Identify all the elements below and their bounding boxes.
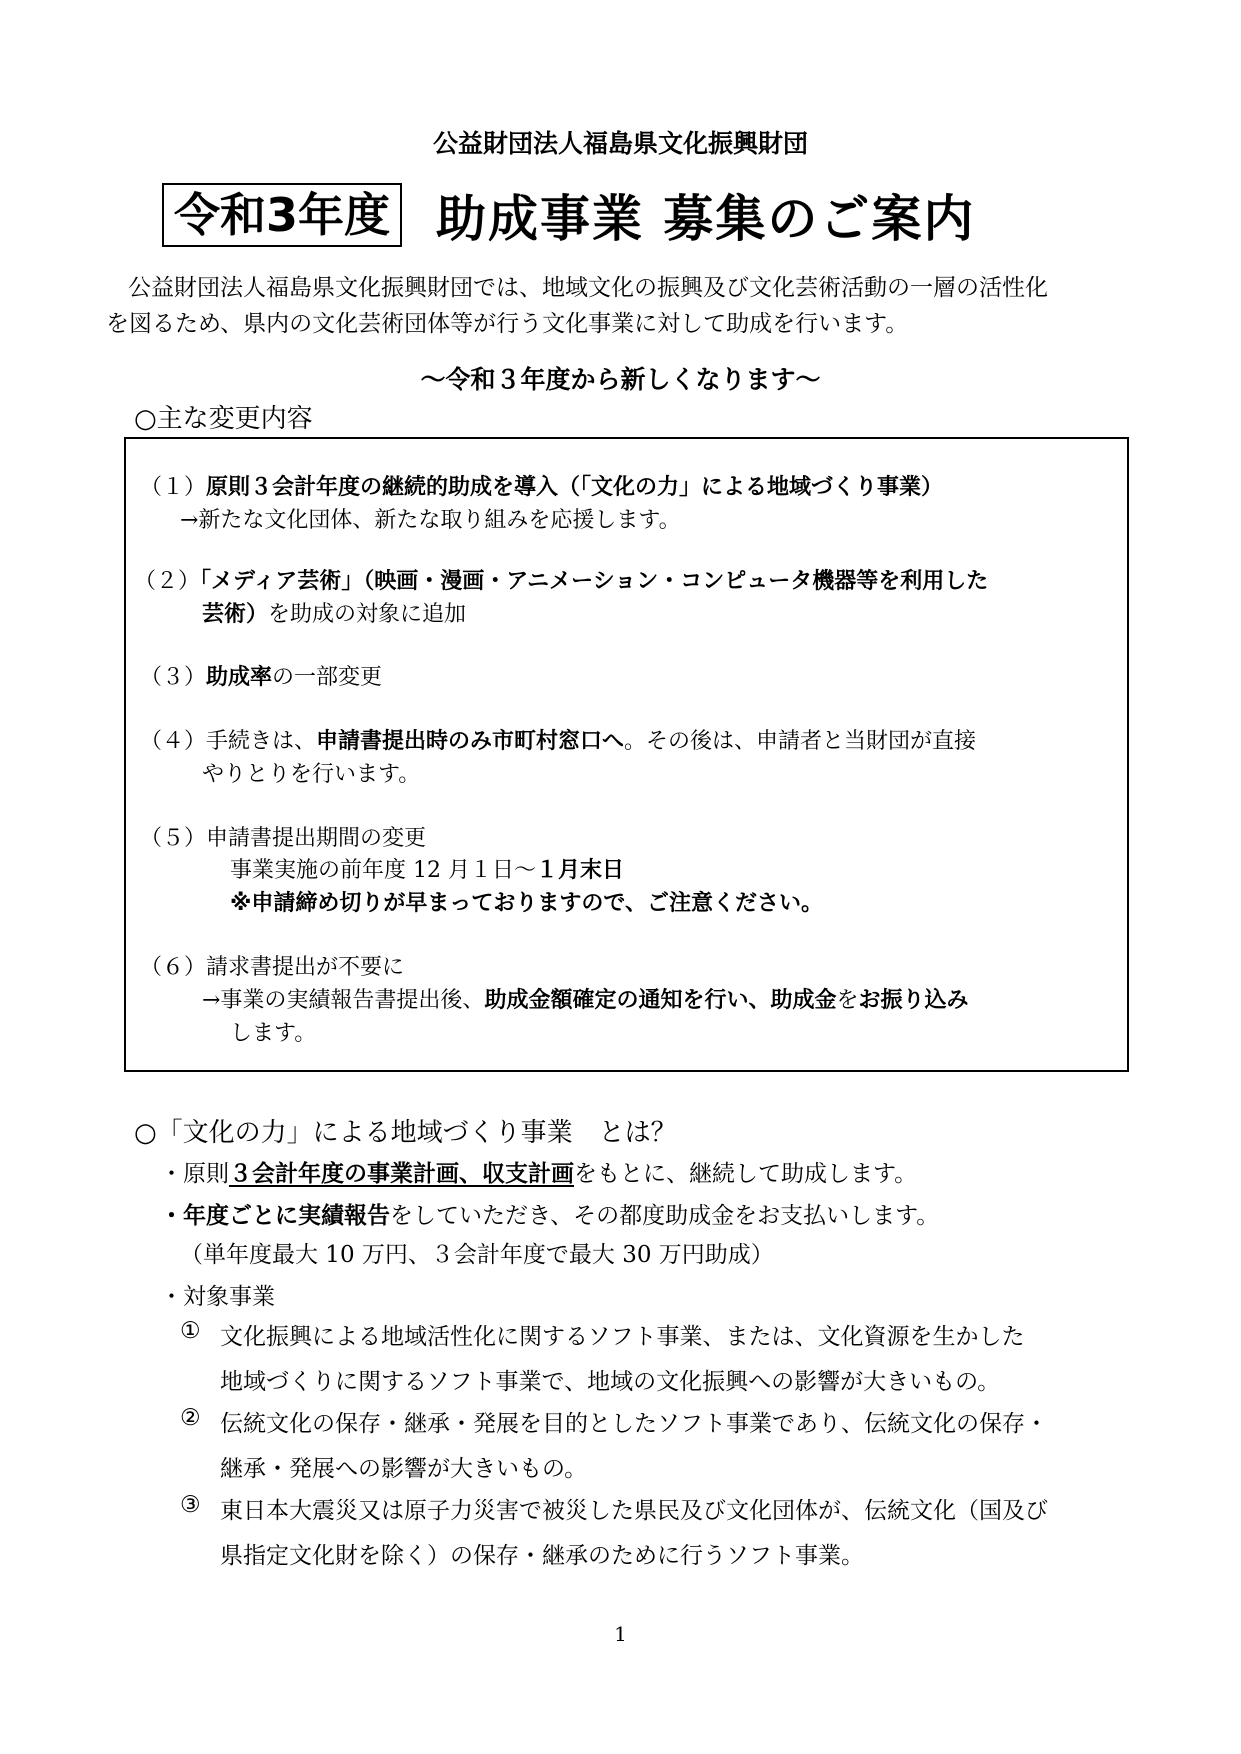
item-bold: 芸術）: [202, 602, 269, 627]
target-1-line2: 地域づくりに関するソフト事業で、地域の文化振興への影響が大きいもの。: [220, 1369, 1001, 1395]
item-bold: 「メディア芸術」（映画・漫画・アニメーション・コンピュータ機器等を利用した: [200, 569, 989, 594]
item-bold: お振り込み: [858, 988, 969, 1013]
project-bullet-2-note: （単年度最大 10 万円、３会計年度で最大 30 万円助成）: [180, 1242, 774, 1268]
change-item-5: [140, 821, 426, 852]
page-number: 1: [614, 1622, 627, 1646]
change-item-2-line2: [202, 597, 466, 628]
item-bold: 原則３会計年度の継続的助成を導入（「文化の力」による地域づくり事業）: [206, 475, 944, 500]
project-bullet-3: ・対象事業: [160, 1284, 275, 1310]
item-bold: 助成率: [206, 665, 273, 690]
bullet-text: ・原則: [160, 1161, 229, 1187]
item-text: 請求書提出が不要に: [206, 955, 405, 980]
item-text: を: [836, 988, 859, 1013]
changes-heading: ○主な変更内容: [134, 404, 313, 434]
item-number: （２）: [134, 569, 201, 594]
change-item-4: [140, 724, 976, 755]
title-year-box: 令和3年度: [162, 183, 402, 247]
bullet-text: をもとに、継続して助成します。: [574, 1161, 918, 1187]
organization-name: 公益財団法人福島県文化振興財団: [432, 129, 808, 158]
target-2-line1: 伝統文化の保存・継承・発展を目的としたソフト事業であり、伝統文化の保存・: [220, 1411, 1048, 1437]
item-number: （５）: [140, 826, 207, 851]
item-text: を助成の対象に追加: [268, 602, 467, 627]
bullet-underlined: ３会計年度の事業計画、収支計画: [229, 1161, 574, 1187]
change-item-1: [140, 470, 943, 501]
change-item-1-sub: →新たな文化団体、新たな取り組みを応援します。: [180, 508, 681, 533]
project-bullet-2: [160, 1197, 939, 1230]
change-item-6: [140, 950, 404, 981]
intro-line-2: を図るため、県内の文化芸術団体等が行う文化事業に対して助成を行います。: [106, 311, 909, 337]
change-item-4-line2: やりとりを行います。: [202, 762, 421, 787]
item-text: 手続きは、: [206, 729, 317, 754]
item-bold: 助成金額確定の通知を行い、助成金: [484, 988, 837, 1013]
target-2-number: ②: [180, 1405, 201, 1431]
target-3-number: ③: [180, 1492, 201, 1518]
item-number: （４）: [140, 729, 207, 754]
subheading: ～令和３年度から新しくなります～: [420, 365, 821, 394]
target-2-line2: 継承・発展への影響が大きいもの。: [220, 1456, 588, 1482]
item-number: （１）: [140, 475, 207, 500]
item-text: 事業実施の前年度 12 月１日～: [230, 858, 536, 883]
change-item-6-sub: [202, 983, 968, 1014]
item-text: の一部変更: [272, 665, 383, 690]
target-3-line1: 東日本大震災又は原子力災害で被災した県民及び文化団体が、伝統文化（国及び: [220, 1498, 1048, 1524]
title-main: 助成事業 募集のご案内: [436, 190, 976, 248]
target-1-line1: 文化振興による地域活性化に関するソフト事業、または、文化資源を生かした: [220, 1324, 1025, 1350]
item-text: →事業の実績報告書提出後、: [202, 988, 485, 1013]
item-text: 申請書提出期間の変更: [206, 826, 427, 851]
item-bold: １月末日: [535, 858, 624, 883]
change-item-2: [134, 564, 988, 595]
target-3-line2: 県指定文化財を除く）の保存・継承のために行うソフト事業。: [220, 1543, 864, 1569]
item-number: （３）: [140, 665, 207, 690]
bullet-bold: ・年度ごとに実績報告: [160, 1203, 390, 1229]
item-text: 。その後は、申請者と当財団が直接: [624, 729, 977, 754]
project-heading: ○「文化の力」による地域づくり事業 とは？: [134, 1118, 677, 1148]
bullet-text: をしていただき、その都度助成金をお支払いします。: [390, 1203, 940, 1229]
item-bold: 申請書提出時のみ市町村窓口へ: [316, 729, 625, 754]
intro-line-1: 公益財団法人福島県文化振興財団では、地域文化の振興及び文化芸術活動の一層の活性化: [128, 275, 1048, 301]
item-number: （６）: [140, 955, 207, 980]
change-item-5-period: [230, 853, 624, 884]
target-1-number: ①: [180, 1318, 201, 1344]
project-bullet-1: [160, 1155, 917, 1188]
document-title: [162, 180, 975, 250]
change-item-5-note: ※申請締め切りが早まっておりますので、ご注意ください。: [230, 891, 823, 916]
change-item-3: [140, 660, 382, 691]
change-item-6-line3: します。: [230, 1021, 317, 1046]
